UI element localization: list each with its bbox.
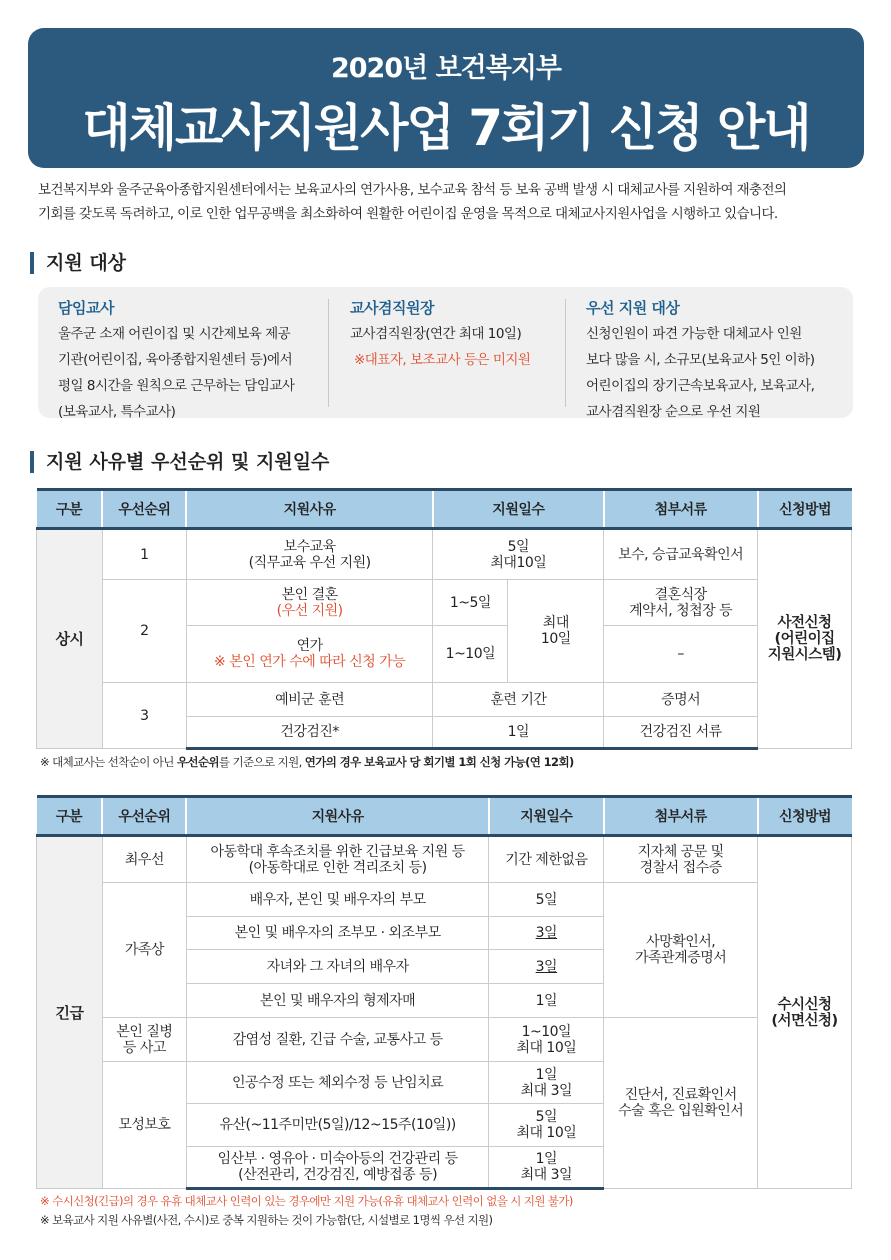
method-line: (어린이집: [774, 631, 835, 647]
col-header: 지원일수: [489, 797, 604, 836]
days-line: 10일: [540, 631, 571, 647]
docs-cell: 증명서: [604, 683, 758, 717]
reason-cell: 유산(~11주미만(5일)/12~15주(10일)): [186, 1104, 489, 1147]
days-cell: 3일: [489, 917, 604, 950]
target-line: 교사겸직원장(연간 최대 10일): [350, 326, 522, 342]
target-line: (보육교사, 특수교사): [58, 404, 176, 420]
docs-cell: [604, 1018, 758, 1189]
docs-cell: –: [604, 626, 758, 683]
table-row: [37, 529, 852, 580]
note-bold: 연가의 경우 보육교사 당 회기별 1회 신청 가능(연 12회): [304, 755, 574, 769]
days-line: 최대10일: [490, 554, 547, 571]
days-cell: 1~10일: [433, 626, 508, 683]
docs-cell: [604, 836, 758, 883]
days-cell: 1일: [489, 984, 604, 1018]
section-title-priority: 지원 사유별 우선순위 및 지원일수: [30, 451, 329, 473]
note-duplicate: ※ 보육교사 지원 사유별(사전, 수시)로 중복 지원하는 것이 가능함(단, 시설별로 1명씩 우선 지원): [40, 1213, 493, 1227]
reason-line: 임산부 · 영유아 · 미숙아등의 건강관리 등: [217, 1151, 458, 1167]
priority-cell: 1: [102, 529, 186, 580]
reason-line: 본인 결혼: [281, 586, 338, 603]
target-box: [38, 287, 853, 418]
target-heading: 담임교사: [58, 299, 114, 317]
docs-cell: [604, 580, 758, 626]
target-line: 기관(어린이집, 육아종합지원센터 등)에서: [58, 352, 293, 368]
priority-cell: 최우선: [102, 836, 186, 883]
col-header: 구분: [37, 797, 103, 836]
divider: [328, 299, 329, 407]
reason-cell: 본인 및 배우자의 조부모 · 외조부모: [186, 917, 489, 950]
banner-subtitle: 2020년 보건복지부: [330, 53, 562, 84]
col-header: 신청방법: [758, 797, 852, 836]
docs-line: 진단서, 진료확인서: [624, 1087, 737, 1103]
days-cell: [489, 1147, 604, 1189]
method-line: (서면신청): [771, 1012, 838, 1029]
method-line: 수시신청: [777, 996, 832, 1013]
intro-paragraph: [38, 178, 858, 226]
target-note: ※대표자, 보조교사 등은 미지원: [354, 352, 531, 368]
days-line: 최대: [542, 615, 569, 631]
target-heading: 우선 지원 대상: [586, 299, 680, 317]
docs-cell: [604, 883, 758, 1018]
reason-cell: [186, 626, 433, 683]
days-cell: [433, 529, 604, 580]
priority-cell: 모성보호: [102, 1062, 186, 1189]
docs-line: 가족관계증명서: [635, 950, 727, 966]
table-row: [37, 1018, 852, 1062]
col-header: 지원일수: [433, 490, 604, 529]
reason-cell: 배우자, 본인 및 배우자의 부모: [186, 883, 489, 917]
method-cell: [758, 529, 852, 749]
divider: [565, 299, 566, 407]
target-homeroom: [58, 295, 328, 425]
col-header: 우선순위: [102, 797, 186, 836]
reason-cell: 자녀와 그 자녀의 배우자: [186, 950, 489, 984]
priority-line: 본인 질병: [116, 1023, 173, 1040]
days-line: 5일: [507, 538, 530, 555]
days-cell: [489, 1062, 604, 1104]
days-line: 최대 3일: [520, 1167, 573, 1183]
days-cell: 기간 제한없음: [489, 836, 604, 883]
priority-cell: [102, 1018, 186, 1062]
target-line: 교사겸직원장 순으로 우선 지원: [586, 404, 761, 420]
reason-cell: [186, 529, 433, 580]
priority-cell: 3: [102, 683, 186, 749]
days-line: 5일: [535, 1109, 558, 1125]
table-row: [37, 836, 852, 883]
target-line: 평일 8시간을 원칙으로 근무하는 담임교사: [58, 378, 295, 394]
reason-cell: 예비군 훈련: [186, 683, 433, 717]
days-cell: 3일: [489, 950, 604, 984]
reason-line: 아동학대 후속조치를 위한 긴급보육 지원 등: [210, 843, 465, 860]
reason-note: ※ 본인 연가 수에 따라 신청 가능: [214, 654, 406, 670]
reason-line: (아동학대로 인한 격리조치 등): [248, 859, 427, 876]
reason-cell: [186, 1147, 489, 1189]
target-priority: [586, 295, 846, 425]
col-header: 구분: [37, 490, 103, 529]
reason-line: 연가: [296, 638, 323, 654]
reason-cell: 인공수정 또는 체외수정 등 난임치료: [186, 1062, 489, 1104]
docs-line: 결혼식장: [654, 586, 707, 603]
days-cell: 1~5일: [433, 580, 508, 626]
table-row: [37, 883, 852, 917]
days-line: 1일: [535, 1151, 558, 1167]
reason-cell: 본인 및 배우자의 형제자매: [186, 984, 489, 1018]
target-line: 어린이집의 장기근속보육교사, 보육교사,: [586, 378, 815, 394]
days-line: 최대 3일: [520, 1082, 573, 1099]
section-title-target: 지원 대상: [30, 252, 126, 274]
reason-cell: [186, 836, 489, 883]
intro-line-2: 기회를 갖도록 독려하고, 이로 인한 업무공백을 최소화하여 원활한 어린이집 운영을 목적으로 대체교사지원사업을 시행하고 있습니다.: [38, 206, 778, 222]
days-cell: 훈련 기간: [433, 683, 604, 717]
banner-title: 대체교사지원사업 7회기 신청 안내: [82, 99, 810, 157]
docs-line: 수술 혹은 입원확인서: [618, 1103, 744, 1119]
target-heading: 교사겸직원장: [350, 299, 434, 317]
days-cell: 1일: [433, 717, 604, 749]
days-line: 1일: [535, 1066, 558, 1083]
reason-line: 보수교육: [283, 538, 336, 555]
reason-cell: [186, 580, 433, 626]
docs-line: 경찰서 접수증: [639, 859, 722, 876]
docs-line: 사망확인서,: [646, 934, 716, 950]
method-line: 사전신청: [777, 615, 832, 631]
docs-line: 계약서, 청첩장 등: [629, 602, 733, 619]
note-text: 를 기준으로 지원,: [218, 755, 305, 769]
regular-support-table: [36, 488, 852, 750]
note-text: ※ 대체교사는 선착순이 아닌: [40, 755, 177, 769]
col-header: 우선순위: [102, 490, 186, 529]
target-line: 신청인원이 파견 가능한 대체교사 인원: [586, 326, 802, 342]
days-cell: [489, 1018, 604, 1062]
urgent-support-table: [36, 795, 852, 1190]
priority-cell: 가족상: [102, 883, 186, 1018]
col-header: 첨부서류: [604, 797, 758, 836]
category-cell: 긴급: [37, 836, 103, 1189]
note-bold: 우선순위: [176, 755, 219, 769]
priority-line: 등 사고: [122, 1039, 166, 1056]
days-line: 최대 10일: [516, 1125, 577, 1141]
target-line: 울주군 소재 어린이집 및 시간제보육 제공: [58, 326, 291, 342]
docs-cell: 보수, 승급교육확인서: [604, 529, 758, 580]
docs-line: 지자체 공문 및: [637, 843, 724, 860]
reason-note: (우선 지원): [276, 602, 343, 619]
reason-line: (산전관리, 건강검진, 예방접종 등): [238, 1167, 438, 1183]
intro-line-1: 보건복지부와 울주군육아종합지원센터에서는 보육교사의 연가사용, 보수교육 참석 등 보육 공백 발생 시 대체교사를 지원하여 재충전의: [38, 182, 787, 198]
days-cell: 5일: [489, 883, 604, 917]
days-line: 최대 10일: [516, 1039, 577, 1056]
docs-cell: 건강검진 서류: [604, 717, 758, 749]
col-header: 지원사유: [186, 490, 433, 529]
title-banner: [28, 28, 864, 168]
method-line: 지원시스템): [767, 647, 842, 663]
table-row: [37, 580, 852, 626]
target-director: [350, 295, 550, 373]
reason-cell: 건강검진*: [186, 717, 433, 749]
category-cell: 상시: [37, 529, 103, 749]
col-header: 첨부서류: [604, 490, 758, 529]
max-days-cell: [508, 580, 604, 683]
note-urgent: ※ 수시신청(긴급)의 경우 유휴 대체교사 인력이 있는 경우에만 지원 가능(유휴 대체교사 인력이 없을 시 지원 불가): [40, 1194, 573, 1208]
days-line: 1~10일: [521, 1023, 572, 1040]
col-header: 신청방법: [758, 490, 852, 529]
method-cell: [758, 836, 852, 1189]
reason-line: (직무교육 우선 지원): [248, 554, 371, 571]
priority-cell: 2: [102, 580, 186, 683]
target-line: 보다 많을 시, 소규모(보육교사 5인 이하): [586, 352, 815, 368]
reason-cell: 감염성 질환, 긴급 수술, 교통사고 등: [186, 1018, 489, 1062]
days-cell: [489, 1104, 604, 1147]
table-row: [37, 683, 852, 717]
note-regular: [40, 754, 574, 770]
col-header: 지원사유: [186, 797, 489, 836]
